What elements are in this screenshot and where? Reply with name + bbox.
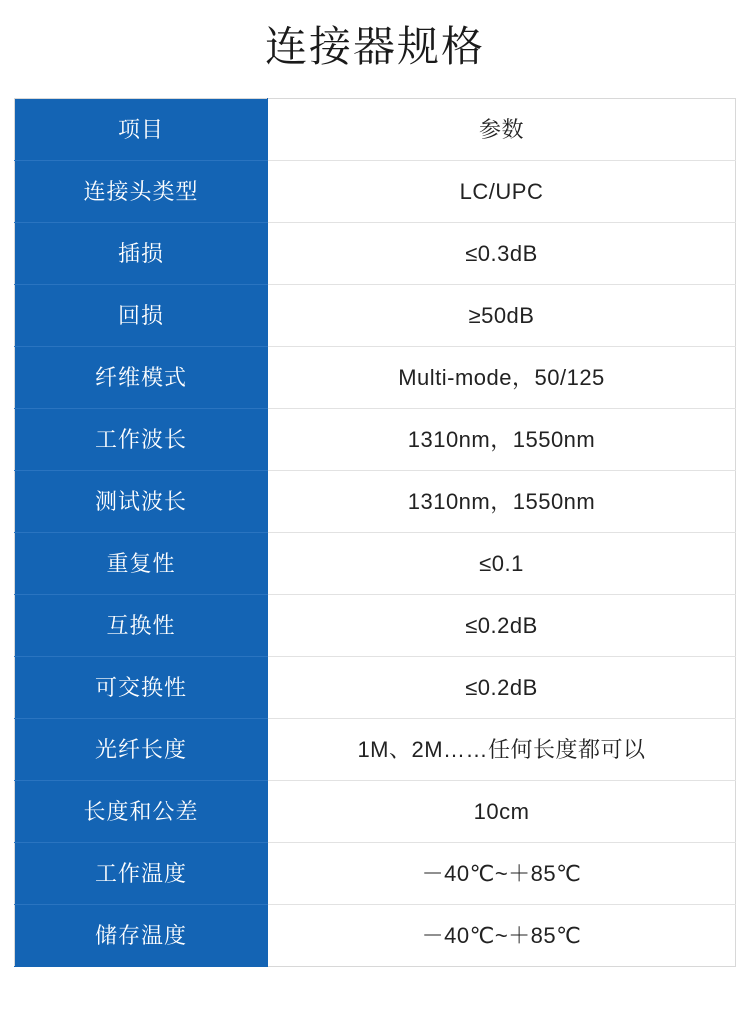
table-row <box>15 595 736 657</box>
row-label: 工作波长 <box>15 409 268 471</box>
row-value: 1310nm，1550nm <box>268 409 736 471</box>
row-label: 测试波长 <box>15 471 268 533</box>
table-row <box>15 223 736 285</box>
table-row <box>15 161 736 223</box>
row-label: 工作温度 <box>15 843 268 905</box>
header-cell-item: 项目 <box>15 99 268 161</box>
row-label: 可交换性 <box>15 657 268 719</box>
row-label: 连接头类型 <box>15 161 268 223</box>
row-value: －40℃~＋85℃ <box>268 905 736 967</box>
table-row <box>15 285 736 347</box>
row-value: ≤0.1 <box>268 533 736 595</box>
row-label: 储存温度 <box>15 905 268 967</box>
row-value: 1M、2M……任何长度都可以 <box>268 719 736 781</box>
row-label: 重复性 <box>15 533 268 595</box>
row-label: 回损 <box>15 285 268 347</box>
header-cell-parameter: 参数 <box>268 99 736 161</box>
table-row <box>15 719 736 781</box>
connector-spec-table <box>14 98 736 967</box>
table-row <box>15 781 736 843</box>
table-header-row <box>15 99 736 161</box>
table-row <box>15 843 736 905</box>
row-value: ≤0.2dB <box>268 595 736 657</box>
row-value: Multi-mode，50/125 <box>268 347 736 409</box>
row-label: 纤维模式 <box>15 347 268 409</box>
row-value: 1310nm，1550nm <box>268 471 736 533</box>
row-label: 光纤长度 <box>15 719 268 781</box>
row-value: ≥50dB <box>268 285 736 347</box>
table-row <box>15 471 736 533</box>
table-row <box>15 905 736 967</box>
table-row <box>15 409 736 471</box>
row-value: LC/UPC <box>268 161 736 223</box>
table-body <box>15 99 736 967</box>
row-label: 插损 <box>15 223 268 285</box>
page-title: 连接器规格 <box>264 23 485 70</box>
row-value: 10cm <box>268 781 736 843</box>
table-row <box>15 533 736 595</box>
row-value: －40℃~＋85℃ <box>268 843 736 905</box>
row-value: ≤0.2dB <box>268 657 736 719</box>
row-label: 长度和公差 <box>15 781 268 843</box>
table-row <box>15 657 736 719</box>
row-value: ≤0.3dB <box>268 223 736 285</box>
table-row <box>15 347 736 409</box>
row-label: 互换性 <box>15 595 268 657</box>
